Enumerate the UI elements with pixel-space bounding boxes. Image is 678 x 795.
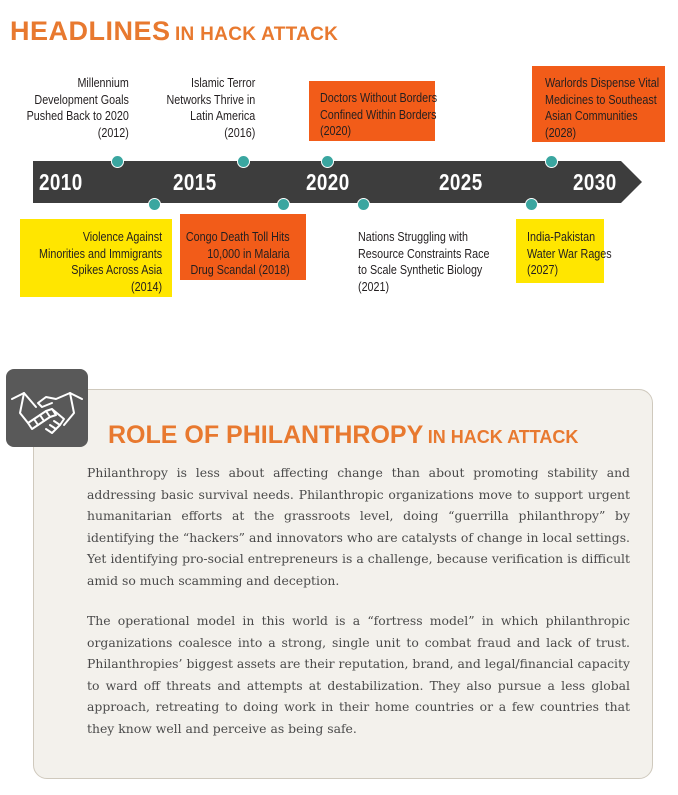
year-2030: 2030 [573, 169, 617, 195]
year-2010: 2010 [39, 169, 83, 195]
philanthropy-heading [108, 421, 578, 450]
headline-nations: Nations Struggling with Resource Constraints Race to Scale Synthetic Biology (2021) [358, 230, 490, 294]
headlines-title: HEADLINES [10, 16, 171, 46]
headline-india: India-Pakistan Water War Rages (2027) [527, 230, 612, 277]
philanthropy-paragraph-2: The operational model in this world is a “fortress model” in which philanthropic organizations coalesce into a strong, single unit to combat fraud and lack of trust. Philanthropies’ biggest assets are their reputation, brand, and legal/financial capacity to ward off threats and attempts at destabilization. They also pursue a less global approach, retreating to doing work in their home countries or a few countries that they know well and perceive as being safe. [87, 613, 630, 736]
philanthropy-paragraph-1: Philanthropy is less about affecting change than about promoting stability and addressing basic survival needs. Philanthropic organizations move to support urgent humanitarian efforts at the grassroots level, doing “guerrilla philanthropy” by identifying the “hackers” and innovators who are catalysts of change in local settings. Yet identifying pro-social entrepreneurs is a challenge, because verification is difficult amid so much scamming and deception. [87, 465, 630, 588]
headlines-heading [10, 16, 338, 47]
year-2025: 2025 [439, 169, 483, 195]
timeline-marker-2021 [357, 198, 370, 211]
philanthropy-subtitle: IN HACK ATTACK [427, 427, 579, 447]
timeline-marker-2018 [277, 198, 290, 211]
headline-warlords: Warlords Dispense Vital Medicines to Southeast Asian Communities (2028) [545, 76, 660, 140]
headline-doctors: Doctors Without Borders Confined Within Borders (2020) [320, 91, 438, 138]
timeline-marker-2020 [321, 155, 334, 168]
handshake-icon [6, 369, 88, 447]
handshake-icon-tile [6, 369, 88, 447]
headline-mdg: Millennium Development Goals Pushed Back to 2020 (2012) [26, 76, 130, 140]
year-2020: 2020 [306, 169, 350, 195]
timeline-marker-2027 [525, 198, 538, 211]
philanthropy-title: ROLE OF PHILANTHROPY [108, 421, 424, 449]
headline-violence: Violence Against Minorities and Immigrants Spikes Across Asia (2014) [38, 230, 162, 294]
timeline-marker-2016 [237, 155, 250, 168]
timeline-marker-2014 [148, 198, 161, 211]
timeline-marker-2012 [111, 155, 124, 168]
headlines-subtitle: IN HACK ATTACK [174, 24, 339, 45]
headline-islamic-terror: Islamic Terror Networks Thrive in Latin America (2016) [166, 76, 255, 140]
headline-congo: Congo Death Toll Hits 10,000 in Malaria Drug Scandal (2018) [186, 230, 290, 277]
year-2015: 2015 [173, 169, 217, 195]
timeline-marker-2028 [545, 155, 558, 168]
